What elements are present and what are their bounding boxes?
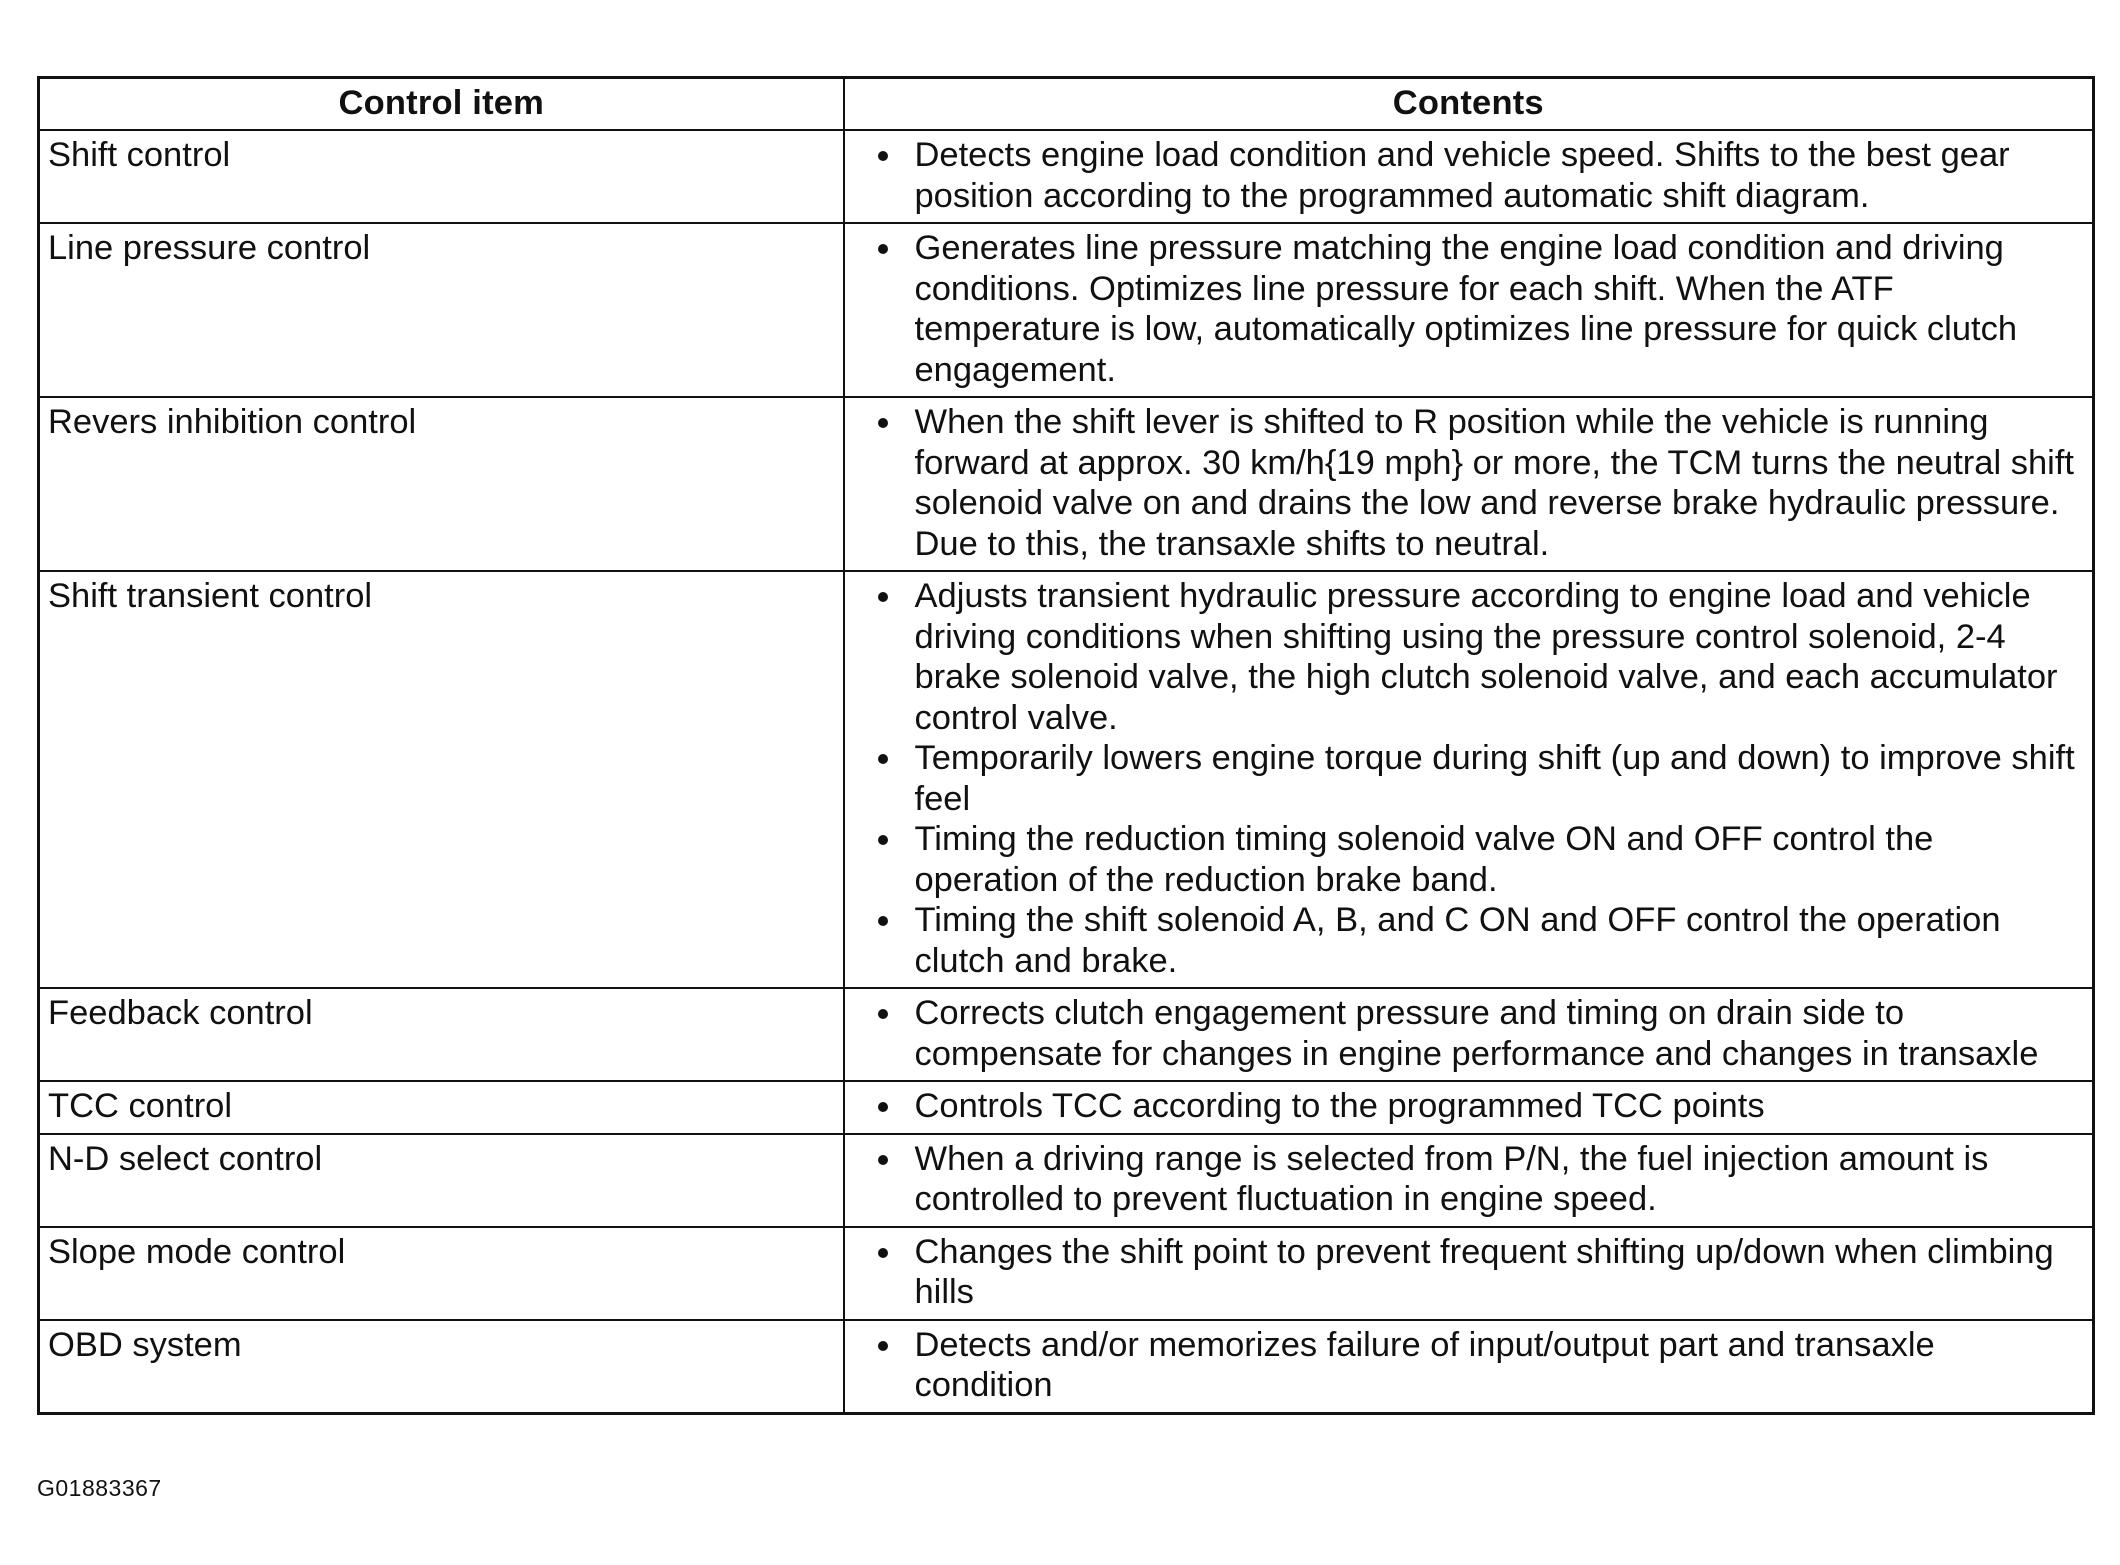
contents-bullet-item: When a driving range is selected from P/N, the fuel injection amount is controlled to prevent fluctuation in engine speed. (845, 1139, 2081, 1220)
header-control-item: Control item (39, 78, 844, 131)
control-items-table (37, 76, 2095, 1415)
table-row (39, 223, 2094, 397)
contents-bullet-item: When the shift lever is shifted to R position while the vehicle is running forward at approx. 30 km/h{19 mph} or more, the TCM turns the neutral shift solenoid valve on and drains the low and reverse brake hydraulic pressure. Due to this, the transaxle shifts to neutral. (845, 402, 2081, 564)
control-item-cell: Shift transient control (39, 571, 844, 988)
contents-bullet-item: Detects and/or memorizes failure of input/output part and transaxle condition (845, 1325, 2081, 1406)
table-body (39, 130, 2094, 1413)
contents-bullet-item: Adjusts transient hydraulic pressure according to engine load and vehicle driving conditions when shifting using the pressure control solenoid, 2-4 brake solenoid valve, the high clutch solenoid valve, and each accumulator control valve. (845, 576, 2081, 738)
contents-bullet-list (845, 1139, 2081, 1220)
control-item-cell: Feedback control (39, 988, 844, 1081)
control-item-cell: Revers inhibition control (39, 397, 844, 571)
figure-id-label: G01883367 (37, 1475, 162, 1501)
control-items-table-container (37, 76, 2092, 1415)
contents-cell (844, 1320, 2094, 1414)
contents-bullet-item: Temporarily lowers engine torque during shift (up and down) to improve shift feel (845, 738, 2081, 819)
contents-bullet-list (845, 576, 2081, 981)
contents-cell (844, 223, 2094, 397)
contents-bullet-list (845, 1232, 2081, 1313)
control-item-cell: Line pressure control (39, 223, 844, 397)
contents-cell (844, 1081, 2094, 1134)
control-item-cell: Shift control (39, 130, 844, 223)
contents-bullet-item: Corrects clutch engagement pressure and timing on drain side to compensate for changes in engine performance and changes in transaxle (845, 993, 2081, 1074)
contents-bullet-list (845, 228, 2081, 390)
contents-cell (844, 1227, 2094, 1320)
contents-cell (844, 397, 2094, 571)
header-contents: Contents (844, 78, 2094, 131)
contents-bullet-item: Changes the shift point to prevent frequent shifting up/down when climbing hills (845, 1232, 2081, 1313)
table-row (39, 1320, 2094, 1414)
contents-bullet-list (845, 402, 2081, 564)
contents-cell (844, 571, 2094, 988)
contents-bullet-list (845, 993, 2081, 1074)
contents-bullet-list (845, 1325, 2081, 1406)
table-row (39, 130, 2094, 223)
contents-bullet-item: Detects engine load condition and vehicle speed. Shifts to the best gear position according to the programmed automatic shift diagram. (845, 135, 2081, 216)
table-row (39, 571, 2094, 988)
control-item-cell: N-D select control (39, 1134, 844, 1227)
contents-cell (844, 988, 2094, 1081)
table-header-row (39, 78, 2094, 131)
contents-cell (844, 130, 2094, 223)
contents-bullet-item: Controls TCC according to the programmed TCC points (845, 1086, 2081, 1127)
contents-bullet-list (845, 1086, 2081, 1127)
contents-bullet-item: Timing the reduction timing solenoid valve ON and OFF control the operation of the reduction brake band. (845, 819, 2081, 900)
table-row (39, 1081, 2094, 1134)
table-row (39, 397, 2094, 571)
control-item-cell: OBD system (39, 1320, 844, 1414)
control-item-cell: Slope mode control (39, 1227, 844, 1320)
contents-bullet-item: Timing the shift solenoid A, B, and C ON and OFF control the operation clutch and brake. (845, 900, 2081, 981)
table-row (39, 1134, 2094, 1227)
contents-bullet-list (845, 135, 2081, 216)
table-row (39, 988, 2094, 1081)
contents-bullet-item: Generates line pressure matching the engine load condition and driving conditions. Optimizes line pressure for each shift. When the ATF temperature is low, automatically optimizes line pressure for quick clutch engagement. (845, 228, 2081, 390)
control-item-cell: TCC control (39, 1081, 844, 1134)
table-row (39, 1227, 2094, 1320)
contents-cell (844, 1134, 2094, 1227)
